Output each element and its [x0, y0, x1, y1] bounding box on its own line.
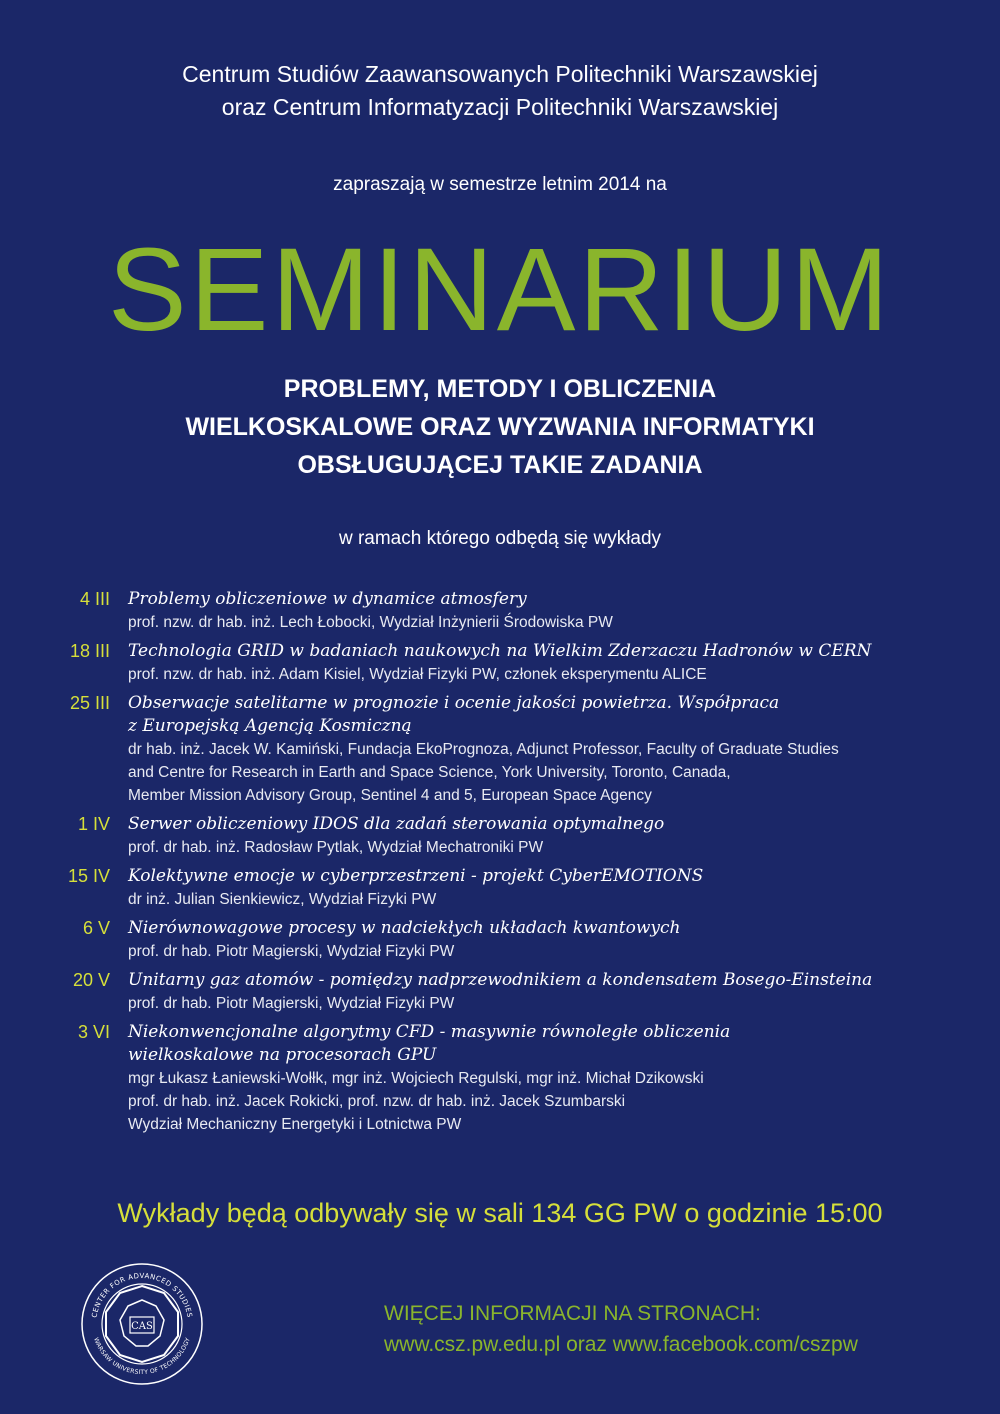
- subtitle-line-1: PROBLEMY, METODY I OBLICZENIA: [283, 375, 717, 403]
- lecture-title: Nierównowagowe procesy w nadciekłych układach kwantowych: [128, 918, 681, 938]
- organizer-line-2: oraz Centrum Informatyzacji Politechniki Warszawskiej: [221, 94, 779, 120]
- lecture-date: 20 V: [72, 970, 110, 990]
- lecture-date: 1 IV: [77, 814, 110, 834]
- lecture-item: [0, 917, 1000, 963]
- lecture-title: Niekonwencjonalne algorytmy CFD - masywnie równoległe obliczenia wielkoskalowe na procesorach GPU: [128, 1022, 731, 1065]
- lecture-title: Unitarny gaz atomów - pomiędzy nadprzewodnikiem a kondensatem Bosego-Einsteina: [128, 970, 873, 990]
- more-info-heading: WIĘCEJ INFORMACJI NA STRONACH:: [384, 1302, 761, 1325]
- lecture-title: Serwer obliczeniowy IDOS dla zadań sterowania optymalnego: [128, 814, 665, 834]
- lecture-date: 15 IV: [67, 866, 110, 886]
- organizer-line-1: Centrum Studiów Zaawansowanych Politechniki Warszawskiej: [182, 61, 818, 87]
- lecture-date: 3 VI: [77, 1022, 110, 1042]
- lecture-item: [0, 969, 1000, 1015]
- lecture-list: [0, 588, 1000, 1142]
- lecture-speakers: prof. nzw. dr hab. inż. Lech Łobocki, Wydział Inżynierii Środowiska PW: [128, 614, 613, 631]
- lecture-speakers: dr inż. Julian Sienkiewicz, Wydział Fizyki PW: [128, 891, 437, 908]
- lecture-speakers: prof. dr hab. Piotr Magierski, Wydział Fizyki PW: [128, 943, 455, 960]
- organizers: [0, 58, 1000, 124]
- lecture-title: Technologia GRID w badaniach naukowych na Wielkim Zderzaczu Hadronów w CERN: [128, 641, 872, 661]
- lecture-date: 4 III: [79, 589, 110, 609]
- subtitle-line-2: WIELKOSKALOWE ORAZ WYZWANIA INFORMATYKI: [185, 413, 815, 441]
- subtitle-line-3: OBSŁUGUJĄCEJ TAKIE ZADANIA: [297, 451, 703, 479]
- lecture-date: 25 III: [69, 693, 110, 713]
- lecture-item: [0, 1021, 1000, 1136]
- lecture-speakers: dr hab. inż. Jacek W. Kamiński, Fundacja EkoPrognoza, Adjunct Professor, Faculty of Graduate Studies and Centre for Research in Earth and Space Science, York University, Toronto, Canada, Member Mission Advisory Group, Sentinel 4 and 5, European Space Agency: [128, 741, 839, 804]
- lecture-speakers: prof. dr hab. Piotr Magierski, Wydział Fizyki PW: [128, 995, 455, 1012]
- lecture-speakers: prof. dr hab. inż. Radosław Pytlak, Wydział Mechatroniki PW: [128, 839, 544, 856]
- lecture-item: [0, 865, 1000, 911]
- venue-info: Wykłady będą odbywały się w sali 134 GG PW o godzinie 15:00: [117, 1198, 883, 1228]
- logo-center-text: CAS: [131, 1321, 153, 1332]
- logo-arc-text-top-path: CENTER FOR ADVANCED STUDIES: [90, 1271, 194, 1319]
- lecture-item: [0, 588, 1000, 634]
- lecture-speakers: mgr Łukasz Łaniewski-Wołłk, mgr inż. Wojciech Regulski, mgr inż. Michał Dzikowski prof. dr hab. inż. Jacek Rokicki, prof. nzw. dr hab. inż. Jacek Szumbarski Wydział Mechaniczny Energetyki i Lotnictwa PW: [128, 1070, 704, 1133]
- lectures-intro: w ramach którego odbędą się wykłady: [338, 528, 662, 549]
- cas-logo: [80, 1262, 204, 1386]
- lecture-title: Problemy obliczeniowe w dynamice atmosfery: [128, 589, 527, 609]
- seminar-subtitle: [0, 370, 1000, 484]
- lecture-title: Kolektywne emocje w cyberprzestrzeni - projekt CyberEMOTIONS: [128, 866, 704, 886]
- lecture-speakers: prof. nzw. dr hab. inż. Adam Kisiel, Wydział Fizyki PW, członek eksperymentu ALICE: [128, 666, 707, 683]
- invitation-text: zapraszają w semestrze letnim 2014 na: [333, 174, 667, 195]
- more-info: [384, 1298, 858, 1360]
- lecture-date: 18 III: [69, 641, 110, 661]
- page-title: SEMINARIUM: [108, 224, 892, 356]
- lecture-title: Obserwacje satelitarne w prognozie i ocenie jakości powietrza. Współpraca z Europejską Agencją Kosmiczną: [128, 693, 780, 736]
- lecture-date: 6 V: [82, 918, 110, 938]
- lecture-item: [0, 692, 1000, 807]
- logo-arc-text-bottom-path: WARSAW UNIVERSITY OF TECHNOLOGY: [92, 1336, 192, 1377]
- lecture-item: [0, 640, 1000, 686]
- lecture-item: [0, 813, 1000, 859]
- more-info-links[interactable]: www.csz.pw.edu.pl oraz www.facebook.com/cszpw: [384, 1333, 858, 1356]
